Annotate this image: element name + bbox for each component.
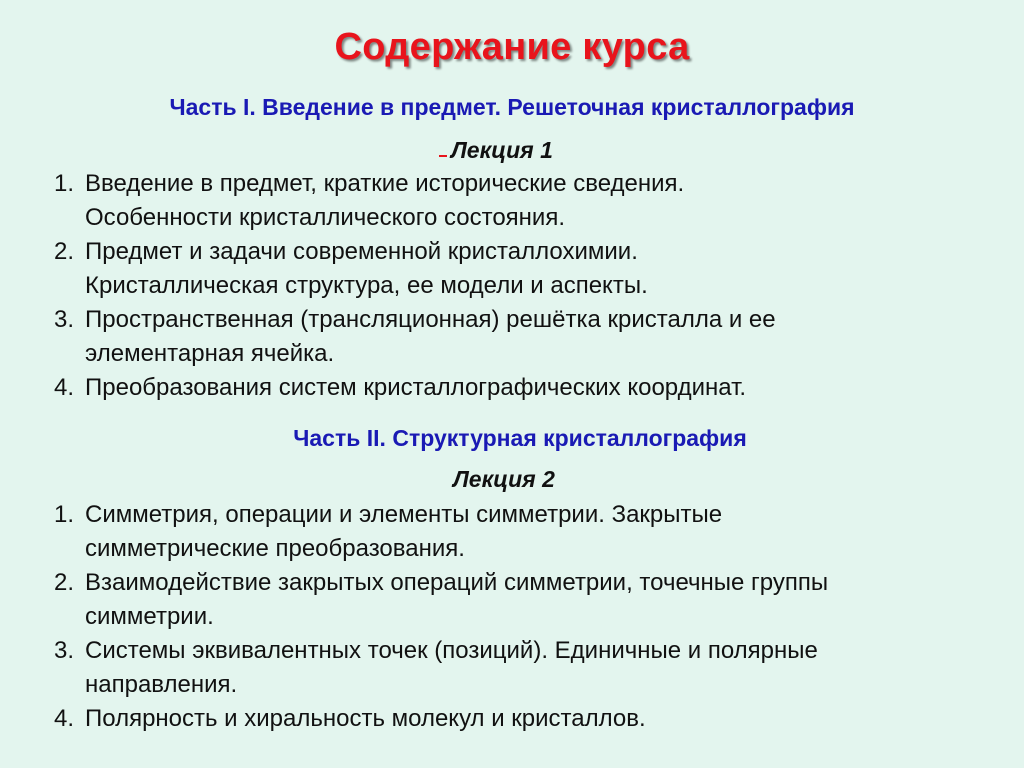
item-line: Взаимодействие закрытых операций симметрии, точечные группы	[85, 569, 829, 596]
item-line: Предмет и задачи современной кристаллохимии.	[85, 238, 638, 265]
item-number: 4.	[54, 374, 75, 401]
list-item	[0, 634, 1024, 702]
part-1-heading: Часть I. Введение в предмет. Решеточная кристаллография	[169, 94, 855, 120]
list-item	[0, 235, 1024, 303]
item-line: Особенности кристаллического состояния.	[85, 204, 565, 231]
item-number: 4.	[54, 705, 75, 732]
item-line: направления.	[85, 671, 238, 698]
slide-title: Содержание курса	[334, 26, 690, 68]
item-line: симметрии.	[85, 603, 214, 630]
list-item	[0, 167, 1024, 235]
item-line: Полярность и хиральность молекул и кристаллов.	[85, 705, 646, 732]
item-number: 1.	[54, 501, 75, 528]
part-1-topic-list	[0, 167, 1024, 405]
lecture-1-heading: Лекция 1	[451, 137, 553, 163]
list-item	[0, 566, 1024, 634]
list-item	[0, 303, 1024, 371]
item-line: Пространственная (трансляционная) решётка кристалла и ее	[85, 306, 776, 333]
list-item	[0, 498, 1024, 566]
item-line: симметрические преобразования.	[85, 535, 465, 562]
item-number: 3.	[54, 306, 75, 333]
item-line: Системы эквивалентных точек (позиций). Единичные и полярные	[85, 637, 818, 664]
item-line: Симметрия, операции и элементы симметрии. Закрытые	[85, 501, 723, 528]
item-line: Кристаллическая структура, ее модели и аспекты.	[85, 272, 648, 299]
item-number: 1.	[54, 170, 75, 197]
item-line: Введение в предмет, краткие исторические сведения.	[85, 170, 685, 197]
item-number: 2.	[54, 569, 75, 596]
lecture-2-heading: Лекция 2	[453, 466, 555, 492]
item-line: Преобразования систем кристаллографических координат.	[85, 374, 747, 401]
part-2-topic-list	[0, 498, 1024, 736]
item-number: 3.	[54, 637, 75, 664]
item-line: элементарная ячейка.	[85, 340, 335, 367]
red-marker	[439, 155, 447, 157]
part-2-heading: Часть II. Структурная кристаллография	[293, 425, 747, 451]
list-item	[0, 371, 1024, 405]
item-number: 2.	[54, 238, 75, 265]
list-item	[0, 702, 1024, 736]
